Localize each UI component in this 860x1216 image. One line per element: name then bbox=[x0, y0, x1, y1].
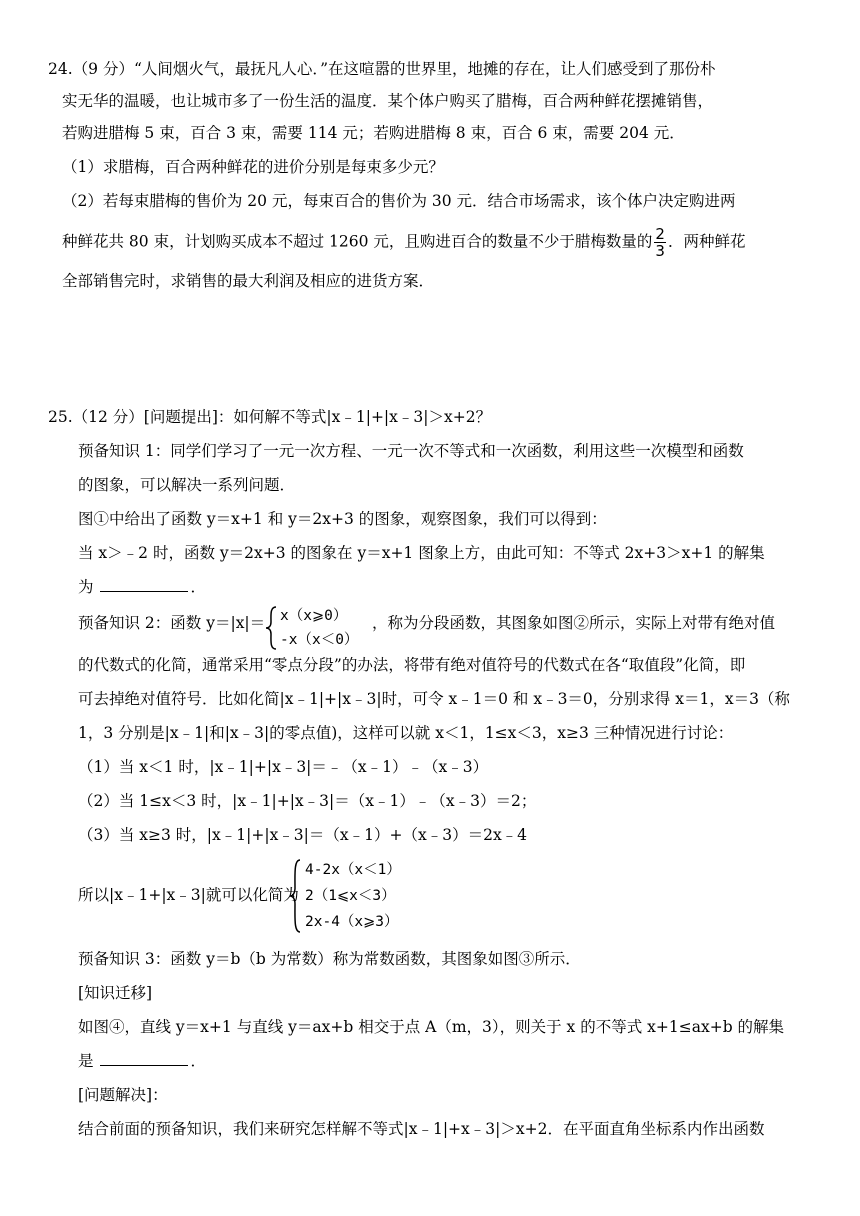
piecewise-case-2: -x（x＜0） bbox=[280, 632, 359, 648]
fraction-numerator: 2 bbox=[655, 225, 665, 243]
q24-line-1: 24.（9 分）“人间烟火气，最抚凡人心．”在这喧嚣的世界里，地摊的存在，让人们感受到了那份朴 bbox=[48, 60, 716, 78]
q25-knowledge-2-d: 1，3 分别是|x﹣1|和|x﹣3|的零点值)，这样可以就 x＜1，1≤x＜3，x≥3 三种情况进行讨论： bbox=[78, 724, 734, 742]
q25-knowledge-2-c: 可去掉绝对值符号．比如化简|x﹣1|+|x﹣3|时，可令 x﹣1＝0 和 x﹣3＝0，分别求得 x＝1，x＝3（称 bbox=[78, 690, 790, 708]
q25-knowledge-2-a bbox=[78, 612, 265, 634]
q25-solve-heading: [问题解决]： bbox=[78, 1086, 168, 1104]
q25-case-1: （1）当 x＜1 时，|x﹣1|+|x﹣3|＝﹣（x﹣1）﹣（x﹣3） bbox=[78, 758, 489, 776]
q25-transfer-b-end: ． bbox=[190, 1052, 206, 1070]
q24-part-2-b bbox=[62, 226, 745, 259]
q25-knowledge-1-b: 的图象，可以解决一系列问题． bbox=[78, 476, 296, 494]
simplified-case-1: 4-2x（x＜1） bbox=[305, 862, 401, 878]
q25-transfer-b-text: 是 bbox=[78, 1052, 94, 1070]
q25-knowledge-1-c: 图①中给出了函数 y＝x+1 和 y＝2x+3 的图象，观察图象，我们可以得到： bbox=[78, 510, 607, 528]
left-brace-icon bbox=[264, 605, 278, 651]
q25-knowledge-1-e bbox=[78, 576, 206, 598]
fraction-denominator: 3 bbox=[655, 242, 665, 260]
q25-case-2: （2）当 1≤x＜3 时，|x﹣1|+|x﹣3|＝（x﹣1）﹣（x﹣3）＝2； bbox=[78, 792, 537, 810]
q24-part-1: （1）求腊梅，百合两种鲜花的进价分别是每束多少元？ bbox=[62, 158, 444, 176]
q25-knowledge-2-b: 的代数式的化简，通常采用“零点分段”的办法，将带有绝对值符号的代数式在各“取值段”化简，即 bbox=[78, 656, 746, 674]
q24-part-2-c: 全部销售完时，求销售的最大利润及相应的进货方案． bbox=[62, 272, 435, 290]
q24-part-2-b-end: ．两种鲜花 bbox=[667, 232, 746, 251]
q25-knowledge-2-a-text: 预备知识 2：函数 y＝|x|＝ bbox=[78, 614, 266, 632]
q25-knowledge-1-d: 当 x＞﹣2 时，函数 y＝2x+3 的图象在 y＝x+1 图象上方，由此可知：不等式 2x+3＞x+1 的解集 bbox=[78, 544, 765, 562]
q25-transfer-heading: [知识迁移] bbox=[78, 984, 153, 1002]
q24-line-3: 若购进腊梅 5 束，百合 3 束，需要 114 元；若购进腊梅 8 束，百合 6 束，需要 204 元． bbox=[62, 124, 685, 142]
answer-blank-2[interactable] bbox=[100, 1051, 188, 1066]
q25-solve-a: 结合前面的预备知识，我们来研究怎样解不等式|x﹣1|+x﹣3|＞x+2．在平面直角坐标系内作出函数 bbox=[78, 1120, 765, 1138]
q25-transfer-b bbox=[78, 1050, 206, 1072]
q25-knowledge-2-a-end: ，称为分段函数，其图象如图②所示，实际上对带有绝对值 bbox=[372, 614, 776, 632]
piecewise-case-1: x（x⩾0） bbox=[280, 608, 348, 624]
q25-title: 25.（12 分）[问题提出]：如何解不等式|x﹣1|+|x﹣3|＞x+2？ bbox=[48, 408, 492, 426]
q24-line-2: 实无华的温暖，也让城市多了一份生活的温度．某个体户购买了腊梅，百合两种鲜花摆摊销售， bbox=[62, 92, 714, 110]
q25-knowledge-1-e-end: ． bbox=[190, 578, 206, 596]
answer-blank-1[interactable] bbox=[100, 577, 188, 592]
q24-part-2-b-text: 种鲜花共 80 束，计划购买成本不超过 1260 元，且购进百合的数量不少于腊梅数量的 bbox=[62, 232, 653, 251]
fraction-two-thirds bbox=[654, 226, 666, 259]
q25-simplify-text: 所以|x﹣1+|x﹣3|就可以化简为 bbox=[78, 886, 299, 904]
left-brace-icon bbox=[288, 858, 302, 934]
q25-case-3: （3）当 x≥3 时，|x﹣1|+|x﹣3|＝（x﹣1）+（x﹣3）＝2x﹣4 bbox=[78, 826, 528, 844]
q25-knowledge-1-e-text: 为 bbox=[78, 578, 94, 596]
q25-transfer-a: 如图④，直线 y＝x+1 与直线 y＝ax+b 相交于点 A（m，3），则关于 x 的不等式 x+1≤ax+b 的解集 bbox=[78, 1018, 785, 1036]
simplified-case-2: 2（1⩽x＜3） bbox=[305, 888, 396, 904]
q25-knowledge-1-a: 预备知识 1：同学们学习了一元一次方程、一元一次不等式和一次函数，利用这些一次模型和函数 bbox=[78, 442, 744, 460]
simplified-case-3: 2x-4（x⩾3） bbox=[305, 914, 399, 930]
q25-knowledge-3: 预备知识 3：函数 y＝b（b 为常数）称为常数函数，其图象如图③所示． bbox=[78, 950, 581, 968]
q24-part-2-a: （2）若每束腊梅的售价为 20 元，每束百合的售价为 30 元．结合市场需求，该个体户决定购进两 bbox=[62, 192, 736, 210]
